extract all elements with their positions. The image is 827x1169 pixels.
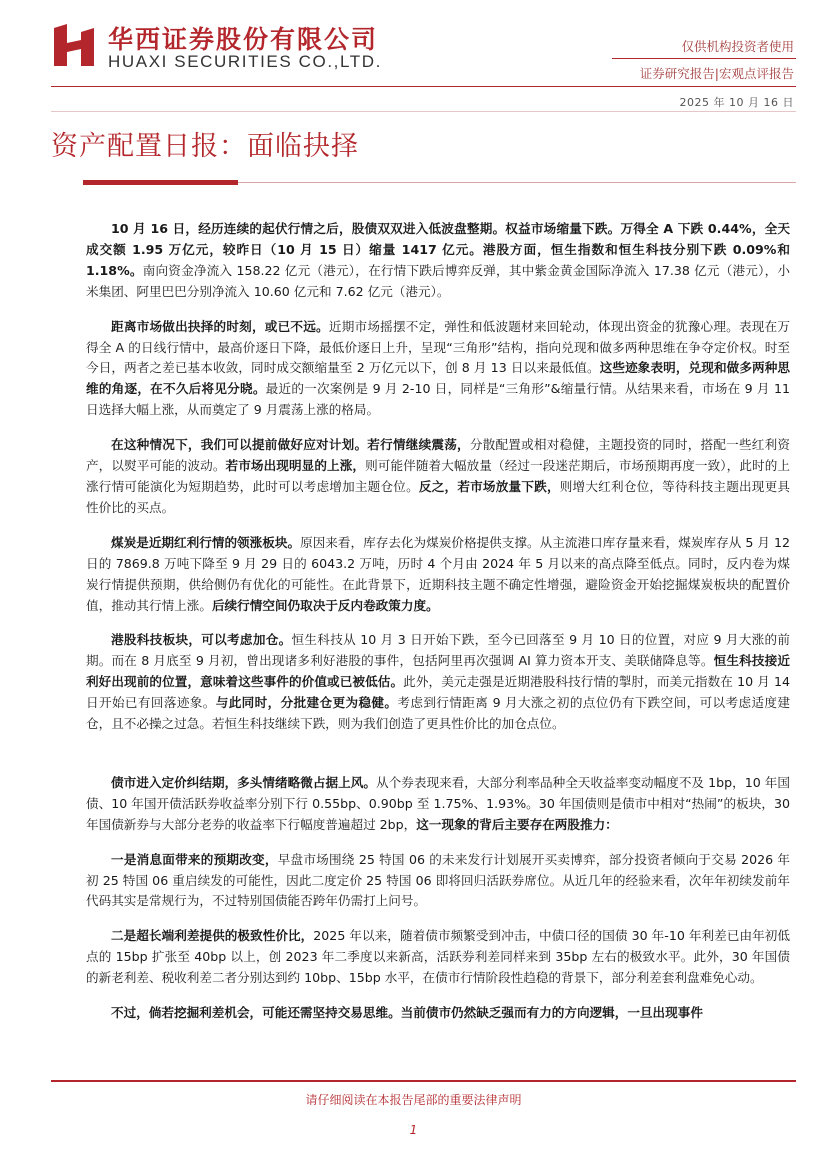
investor-notice: 仅供机构投资者使用: [681, 39, 794, 54]
company-name-cn: 华西证券股份有限公司: [108, 25, 379, 54]
body-paragraph: [86, 773, 790, 836]
body-paragraph: [86, 533, 790, 617]
text-run: 原因来看，库存去化为煤炭价格提供支撑。从主流港口库存量来看，煤炭库存从 5 月 12 日的 7869.8 万吨下降至 9 月 29 日的 6043.2 万吨，历时 4 个月由 2024 年 5 月以来的高点降至低点。同时，反内卷为煤炭行情提供预期，供给侧仍有优化的可能性。在此背景下，近期科技主题不确定性增强，避险资金开始挖掘煤炭板块的配置价值，推动其行情上涨。: [86, 534, 790, 613]
body-paragraph: [86, 219, 790, 303]
bold-text-run: 这些迹象表明，兑现和做多两种思维的角逐，在不久后将见分晓。: [86, 360, 791, 397]
body-paragraph: [86, 1003, 790, 1024]
bold-text-run: 后续行情空间仍取决于反内卷政策力度。: [211, 597, 439, 613]
text-run: 则增大红利仓位，等待科技主题出现更具性价比的买点。: [86, 478, 791, 515]
date-divider: [51, 111, 796, 112]
bold-text-run: 二是超长端利差提供的极致性价比，: [111, 928, 314, 944]
text-run: 南向资金净流入 158.22 亿元（港元），在行情下跌后博弈反弹，其中紫金黄金国际净流入 17.38 亿元（港元），小米集团、阿里巴巴分别净流入 10.60 亿元和 7.62 亿元（港元）。: [86, 262, 790, 299]
header-divider-short: [612, 58, 796, 59]
bold-text-run: 若市场出现明显的上涨，: [225, 458, 366, 474]
footer-divider: [51, 1080, 796, 1082]
bold-text-run: 不过，倘若挖掘利差机会，可能还需坚持交易思维。当前债市仍然缺乏强而有力的方向逻辑，一旦出现事件: [111, 1005, 703, 1021]
bold-text-run: 10 月 16 日，经历连续的起伏行情之后，股债双双进入低波盘整期。权益市场缩量下跌。万得全 A 下跌 0.44%，全天成交额 1.95 万亿元，较昨日（10 月 15 日）缩量 1417 亿元。港股方面，恒生指数和恒生科技分别下跌 0.09%和 1.18%。: [86, 221, 790, 278]
body-paragraph: [86, 435, 790, 519]
legal-disclaimer: 请仔细阅读在本报告尾部的重要法律声明: [305, 1093, 522, 1107]
bold-text-run: 债市进入定价纠结期，多头情绪略微占据上风。: [111, 774, 376, 790]
bold-text-run: 恒生科技接近利好出现前的位置，意味着这些事件的价值或已被低估。: [86, 653, 791, 690]
company-logo-mark: [51, 22, 97, 68]
text-run: 则可能伴随着大幅放量（经过一段迷茫期后，市场预期再度一致），此时的上涨行情可能演化为短期趋势，此时可以考虑增加主题仓位。: [86, 458, 791, 494]
text-run: 从个券表现来看，大部分利率品种全天收益率变动幅度不及 1bp，10 年国债、10 年国开债活跃券收益率分别下行 0.55bp、0.90bp 至 1.75%、1.93%。30 年国债则是债市中相对“热闹”的板块，30 年国债新券与大部分老券的收益率下行幅度普遍超过 2bp，: [86, 774, 790, 832]
text-run: 考虑到行情距离 9 月大涨之初的点位仍有下跌空间，可以考虑适度建仓，且不必操之过急。若恒生科技继续下跌，则为我们创造了更具性价比的加仓点位。: [86, 695, 791, 732]
bold-text-run: 在这种情况下，我们可以提前做好应对计划。若行情继续震荡，: [111, 437, 470, 453]
report-body: [86, 219, 790, 1038]
bold-text-run: 这一现象的背后主要存在两股推力：: [416, 816, 618, 832]
bold-text-run: 反之，若市场放量下跌，: [418, 478, 560, 494]
bold-text-run: 煤炭是近期红利行情的领涨板块。: [111, 534, 301, 550]
body-paragraph: [86, 926, 790, 989]
report-category: 证券研究报告|宏观点评报告: [639, 66, 794, 81]
body-paragraph: [86, 317, 790, 422]
bold-text-run: 与此同时，分批建仓更为稳健。: [215, 695, 398, 711]
text-run: 最近的一次案例是 9 月 2-10 日，同样是“三角形”&缩量行情。从结果来看，市场在 9 月 11 日选择大幅上涨，从而奠定了 9 月震荡上涨的格局。: [86, 381, 791, 418]
body-paragraph: [86, 850, 790, 913]
report-date: 2025 年 10 月 16 日: [679, 96, 794, 109]
bold-text-run: 一是消息面带来的预期改变，: [111, 851, 278, 867]
company-name-en: HUAXI SECURITIES CO.,LTD.: [108, 52, 382, 71]
text-run: 分散配置或相对稳健，主题投资的同时，搭配一些红利资产，以熨平可能的波动。: [86, 437, 791, 474]
text-run: 此外，美元走强是近期港股科技行情的掣肘，而美元指数在 10 月 14 日开始已有回落迹象。: [86, 674, 791, 711]
header-divider: [51, 86, 796, 87]
text-run: 恒生科技从 10 月 3 日开始下跌，至今已回落至 9 月 10 日的位置，对应 9 月大涨的前期。而在 8 月底至 9 月初，曾出现诸多利好港股的事件，包括阿里再次强调 AI 算力资本开支、美联储降息等。: [86, 632, 791, 669]
page-number: 1: [409, 1123, 418, 1137]
text-run: 早盘市场围绕 25 特国 06 的未来发行计划展开买卖博弈，部分投资者倾向于交易 2026 年初 25 特国 06 重启续发的可能性，因此二度定价 25 特国 06 即将回归活跃券席位。从近几年的经验来看，次年年初续发前年代码其实是常规行为，不过特别国债能否跨年仍需打上问号。: [86, 851, 791, 909]
text-run: 近期市场摇摆不定，弹性和低波题材来回轮动，体现出资金的犹豫心理。表现在万得全 A 的日线行情中，最高价逐日下降，最低价逐日上升，呈现“三角形”结构，指向兑现和做多两种思维在争夺定价权。时至今日，两者之差已基本收敛，同时成交额缩量至 2 万亿元以下，创 8 月 13 日以来最低值。: [86, 318, 791, 376]
report-title: 资产配置日报：面临抉择: [51, 131, 359, 162]
text-run: 2025 年以来，随着债市频繁受到冲击，中债口径的国债 30 年-10 年利差已由年初低点的 15bp 扩张至 40bp 以上，创 2023 年二季度以来新高，活跃券利差同样来到 35bp 左右的极致水平。此外，30 年国债的新老利差、税收利差二者分别达到约 10bp、15bp 水平，在债市行情阶段性趋稳的背景下，部分利差套利盘难免心动。: [86, 928, 790, 986]
bold-text-run: 距离市场做出抉择的时刻，或已不远。: [111, 318, 329, 334]
bold-text-run: 港股科技板块，可以考虑加仓。: [111, 632, 292, 648]
title-accent-bar: [83, 180, 238, 185]
body-paragraph: [86, 630, 790, 735]
title-underline: [238, 182, 796, 183]
